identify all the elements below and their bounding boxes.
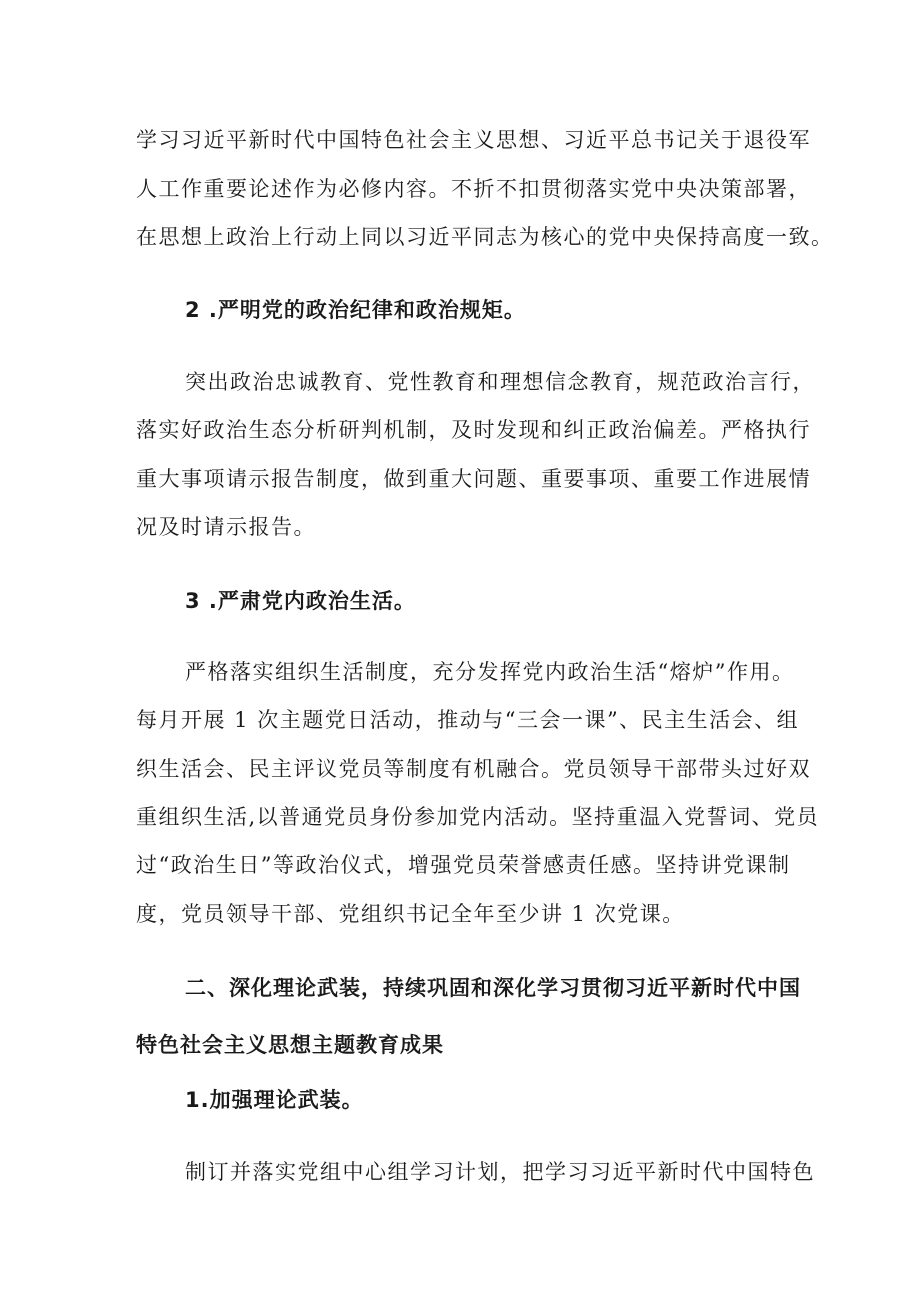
paragraph-line: 人工作重要论述作为必修内容。不折不扣贯彻落实党中央决策部署， bbox=[136, 177, 811, 201]
paragraph-line: 突出政治忠诚教育、党性教育和理想信念教育，规范政治言行， bbox=[185, 370, 815, 394]
paragraph-line: 重组织生活,以普通党员身份参加党内活动。坚持重温入党誓词、党员 bbox=[136, 805, 820, 829]
paragraph-line: 重大事项请示报告制度，做到重大问题、重要事项、重要工作进展情 bbox=[136, 467, 811, 491]
paragraph-line: 严格落实组织生活制度，充分发挥党内政治生活“熔炉”作用。 bbox=[185, 660, 795, 684]
paragraph-line: 度，党员领导干部、党组织书记全年至少讲 1 次党课。 bbox=[136, 902, 685, 926]
section-heading: 2 .严明党的政治纪律和政治规矩。 bbox=[185, 298, 526, 322]
section-heading: 1.加强理论武装。 bbox=[185, 1088, 364, 1112]
paragraph-line: 过“政治生日”等政治仪式，增强党员荣誉感责任感。坚持讲党课制 bbox=[136, 853, 791, 877]
paragraph-line: 况及时请示报告。 bbox=[136, 515, 316, 539]
section-heading: 3 .严肃党内政治生活。 bbox=[185, 589, 416, 613]
paragraph-line: 学习习近平新时代中国特色社会主义思想、习近平总书记关于退役军 bbox=[136, 128, 811, 152]
chapter-heading: 二、深化理论武装，持续巩固和深化学习贯彻习近平新时代中国 bbox=[185, 976, 801, 1000]
chapter-heading: 特色社会主义思想主题教育成果 bbox=[136, 1033, 444, 1057]
paragraph-line: 在思想上政治上行动上同以习近平同志为核心的党中央保持高度一致。 bbox=[136, 225, 834, 249]
paragraph-line: 制订并落实党组中心组学习计划，把学习习近平新时代中国特色 bbox=[185, 1160, 815, 1184]
paragraph-line: 每月开展 1 次主题党日活动，推动与“三会一课”、民主生活会、组 bbox=[136, 708, 800, 732]
paragraph-line: 落实好政治生态分析研判机制，及时发现和纠正政治偏差。严格执行 bbox=[136, 418, 811, 442]
paragraph-line: 织生活会、民主评议党员等制度有机融合。党员领导干部带头过好双 bbox=[136, 757, 811, 781]
